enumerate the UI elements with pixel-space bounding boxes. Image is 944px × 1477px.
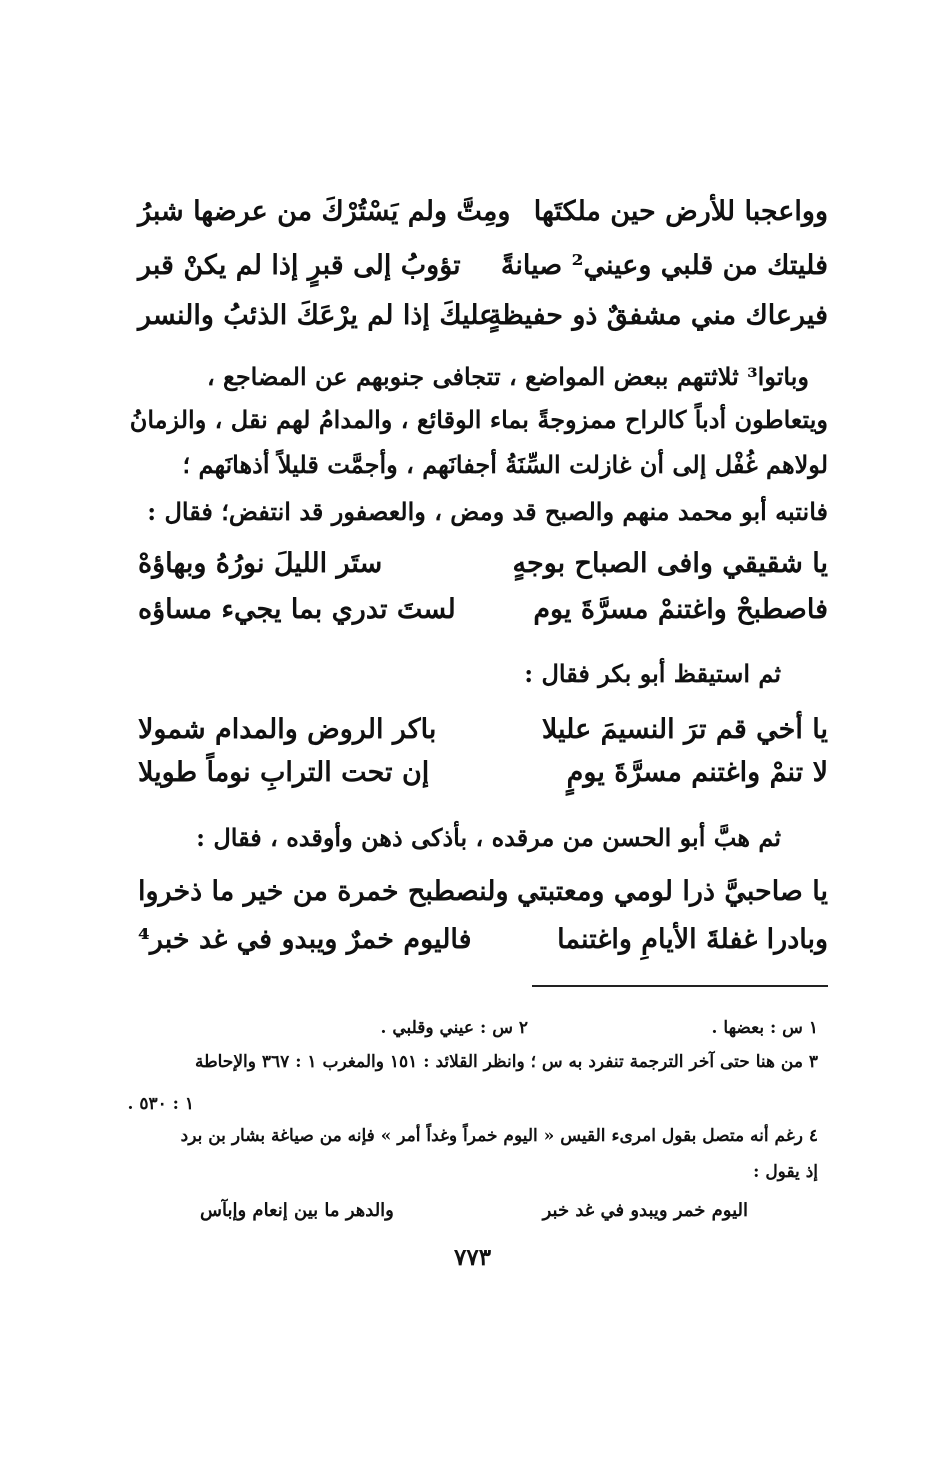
prose-line: ثم استيقظ أبو بكر فقال : bbox=[524, 659, 781, 688]
poem-verse bbox=[138, 196, 828, 236]
verse-left-hemistich: تؤوبُ إلى قبرٍ إذا لم يكنْ قبر bbox=[138, 250, 461, 281]
verse-right-hemistich: يا شقيقي وافى الصباح بوجهٍ bbox=[512, 548, 828, 579]
verse-left-hemistich: فاليوم خمرٌ ويبدو في غد خبر⁴ bbox=[138, 924, 472, 955]
poem-verse bbox=[138, 250, 828, 290]
footnote: ١ س : بعضها . bbox=[711, 1018, 818, 1038]
footnote-divider bbox=[532, 985, 828, 987]
footnote: ٣ من هنا حتى آخر الترجمة تنفرد به س ؛ وانظر القلائد : ١٥١ والمغرب ١ : ٣٦٧ والإحاطة bbox=[194, 1052, 818, 1072]
page-number: ٧٧٣ bbox=[454, 1244, 492, 1271]
prose-line: ويتعاطون أدباً كالراح ممزوجةً بماء الوقائع ، والمدامُ لهم نقل ، والزمانُ bbox=[129, 405, 828, 434]
prose-line: وباتوا³ ثلاثتهم ببعض المواضع ، تتجافى جنوبهم عن المضاجع ، bbox=[206, 362, 809, 391]
footnote-verse bbox=[200, 1200, 748, 1230]
verse-right-hemistich: اليوم خمر ويبدو في غد خبر bbox=[542, 1200, 748, 1221]
verse-right-hemistich: فيرعاك مني مشفقٌ ذو حفيظةٍ bbox=[487, 300, 828, 331]
verse-right-hemistich: يا صاحبيَّ ذرا لومي ومعتبتي bbox=[516, 876, 828, 907]
prose-line: ثم هبَّ أبو الحسن من مرقده ، بأذكى ذهن وأوقده ، فقال : bbox=[196, 823, 781, 852]
verse-right-hemistich: يا أخي قم ترَ النسيمَ عليلا bbox=[541, 714, 828, 745]
verse-right-hemistich: وواعجبا للأرض حين ملكتَها bbox=[533, 196, 828, 227]
verse-left-hemistich: ومِتَّ ولم يَسْتُرْكَ من عرضها شبرُ bbox=[138, 196, 511, 227]
poem-verse bbox=[138, 924, 828, 964]
verse-right-hemistich: وبادرا غفلةَ الأيامِ واغتنما bbox=[557, 924, 828, 955]
verse-right-hemistich: فاصطبحْ واغتنمْ مسرَّةَ يوم bbox=[533, 594, 828, 625]
verse-left-hemistich: ستَر الليلَ نورُهُ وبهاؤهْ bbox=[138, 548, 383, 579]
verse-left-hemistich: إن تحت الترابِ نوماً طويلا bbox=[138, 757, 430, 788]
verse-right-hemistich: فليتك من قلبي وعيني² صيانةً bbox=[500, 250, 828, 281]
verse-right-hemistich: لا تنمْ واغتنم مسرَّةَ يومٍ bbox=[566, 757, 828, 788]
poem-verse bbox=[138, 876, 828, 916]
verse-left-hemistich: باكر الروض والمدام شمولا bbox=[138, 714, 437, 745]
poem-verse bbox=[138, 548, 828, 588]
footnote: إذ يقول : bbox=[753, 1162, 818, 1182]
verse-left-hemistich: ولنصطبح خمرة من خير ما ذخروا bbox=[138, 876, 509, 907]
verse-left-hemistich: والدهر ما بين إنعام وإبآس bbox=[200, 1200, 394, 1221]
footnote: ٤ رغم أنه متصل بقول امرىء القيس « اليوم خمراً وغداً أمر » فإنه من صياغة بشار بن برد bbox=[180, 1126, 818, 1146]
verse-left-hemistich: عليكَ إذا لم يرْعَكَ الذئبُ والنسر bbox=[138, 300, 496, 331]
prose-line: فانتبه أبو محمد منهم والصبح قد ومض ، والعصفور قد انتفض؛ فقال : bbox=[147, 497, 828, 526]
poem-verse bbox=[138, 594, 828, 634]
prose-line: لولاهم غُفْل إلى أن غازلت السِّنَةُ أجفانَهم ، وأجمَّت قليلاً أذهانَهم ؛ bbox=[182, 450, 828, 479]
poem-verse bbox=[138, 714, 828, 754]
poem-verse bbox=[138, 757, 828, 797]
verse-left-hemistich: لستَ تدري بما يجيء مساؤه bbox=[138, 594, 456, 625]
footnote: ٢ س : عيني وقلبي . bbox=[380, 1018, 528, 1038]
poem-verse bbox=[138, 300, 828, 340]
footnote: ١ : ٥٣٠ . bbox=[127, 1094, 194, 1114]
